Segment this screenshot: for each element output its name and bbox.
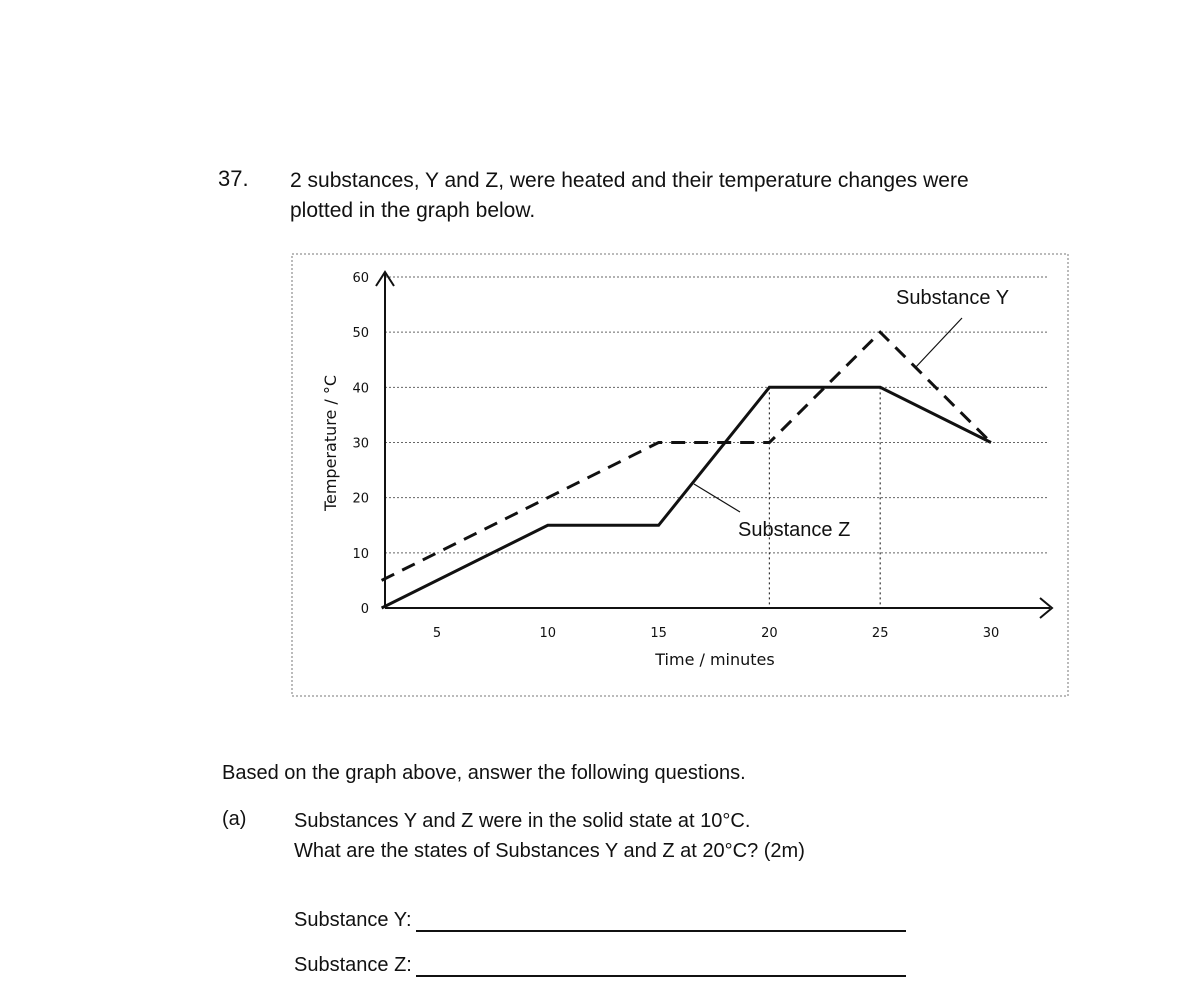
y-tick-label: 20: [352, 491, 369, 507]
x-tick-label: 5: [432, 626, 442, 641]
chart-gridlines: [385, 277, 1048, 553]
answer-line-z[interactable]: [416, 953, 906, 977]
question-line-1: 2 substances, Y and Z, were heated and their temperature changes were: [290, 169, 969, 192]
y-axis-label: Temperature / °C: [321, 374, 340, 512]
part-a-text: [294, 806, 805, 866]
substance-z-label: Substance Z: [738, 519, 851, 541]
series-line-substance-y: [382, 332, 991, 580]
x-tick-label: 10: [539, 626, 557, 641]
substance-y-leader: [915, 318, 962, 368]
x-tick-label: 20: [761, 626, 778, 641]
part-a-label: (a): [222, 808, 247, 830]
x-tick-label: 30: [982, 626, 1000, 641]
answer-row-y: [294, 908, 906, 932]
question-number: 37.: [218, 166, 249, 191]
y-tick-label: 10: [352, 546, 369, 562]
answer-label-z: Substance Z:: [294, 954, 412, 976]
question-line-2: plotted in the graph below.: [290, 199, 536, 222]
answer-row-z: [294, 953, 906, 977]
y-tick-labels: [352, 271, 369, 617]
instructions: Based on the graph above, answer the following questions.: [222, 762, 746, 784]
y-tick-label: 0: [360, 602, 369, 617]
y-tick-label: 30: [352, 436, 369, 452]
x-tick-label: 15: [650, 626, 667, 641]
x-axis-label: Time / minutes: [655, 650, 775, 669]
part-a-line-1: Substances Y and Z were in the solid state at 10°C.: [294, 810, 751, 832]
substance-y-label: Substance Y: [896, 287, 1010, 309]
x-tick-labels: [433, 626, 999, 641]
answer-line-y[interactable]: [416, 908, 906, 932]
answer-label-y: Substance Y:: [294, 909, 412, 931]
chart-series: [382, 332, 991, 608]
chart-frame: [292, 254, 1068, 696]
y-tick-label: 40: [352, 381, 369, 397]
y-tick-label: 60: [352, 271, 369, 286]
x-tick-label: 25: [871, 626, 889, 641]
y-tick-label: 50: [352, 326, 369, 342]
part-a-line-2: What are the states of Substances Y and Z at 20°C? (2m): [294, 840, 805, 862]
